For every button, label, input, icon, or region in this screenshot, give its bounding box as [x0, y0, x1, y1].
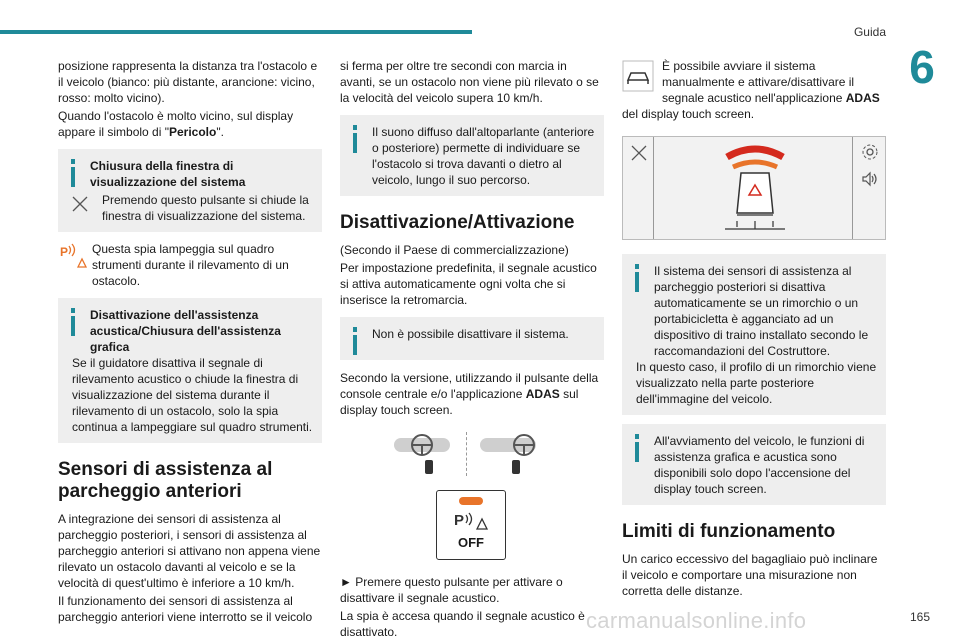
info-icon	[353, 327, 357, 347]
park-sensor-icon	[454, 509, 490, 531]
park-sensor-warning-icon	[58, 241, 88, 271]
info-icon	[635, 434, 639, 464]
info-box-deactivation	[58, 298, 322, 443]
info-icon	[71, 159, 75, 189]
info-icon	[635, 264, 639, 294]
info-box-trailer	[622, 254, 886, 415]
info-icon	[353, 125, 357, 155]
steering-wheel-lhd-icon	[392, 432, 452, 476]
paragraph: Il funzionamento dei sensori di assistenza al parcheggio anteriori viene interrotto se il veicolo	[58, 594, 313, 624]
settings-gear-icon[interactable]	[861, 143, 879, 161]
info-text: In questo caso, il profilo di un rimorchio viene visualizzato nella parte posteriore dell'immagine del veicolo.	[636, 360, 877, 406]
paragraph: si ferma per oltre tre secondi con marcia in avanti, se un ostacolo non viene più rilevato o se la velocità del veicolo supera 10 km/h.	[340, 59, 599, 105]
off-label: OFF	[458, 535, 484, 550]
column-2	[340, 58, 604, 640]
header-bar	[0, 30, 472, 34]
section-heading: Sensori di assistenza al parcheggio anteriori	[58, 459, 273, 502]
page-number: 165	[909, 610, 930, 624]
info-box-close-window	[58, 149, 322, 232]
close-cross-icon[interactable]	[631, 145, 647, 161]
svg-text:P: P	[454, 512, 465, 529]
close-cross-icon	[72, 196, 88, 212]
car-sensor-view-icon	[715, 139, 795, 237]
column-1	[58, 58, 322, 627]
console-illustration	[392, 432, 542, 482]
info-icon	[71, 308, 75, 338]
paragraph: Secondo la versione, utilizzando il pulsante della console centrale e/o l'applicazione ADAS sul display touch screen.	[340, 371, 599, 417]
info-text: Non è possibile disattivare il sistema.	[372, 327, 569, 341]
section-heading: Disattivazione/Attivazione	[340, 212, 575, 233]
paragraph: (Secondo il Paese di commercializzazione)	[340, 243, 569, 257]
indicator-light	[459, 497, 483, 505]
info-text: All'avviamento del veicolo, le funzioni di assistenza grafica e acustica sono disponibili solo dopo l'accensione del display touch screen.	[654, 434, 865, 496]
info-box-no-deactivate	[340, 317, 604, 360]
touch-screen-illustration	[622, 136, 886, 240]
info-text: Premendo questo pulsante si chiude la finestra di visualizzazione del sistema.	[102, 193, 309, 223]
paragraph: Un carico eccessivo del bagagliaio può inclinare il veicolo e comportare una misurazione non corretta delle distanze.	[622, 552, 878, 598]
paragraph: La spia è accesa quando il segnale acustico è disattivato.	[340, 609, 585, 639]
speaker-icon[interactable]	[861, 171, 879, 187]
paragraph: Quando l'ostacolo è molto vicino, sul display appare il simbolo di "Pericolo".	[58, 109, 294, 139]
car-adas-icon	[622, 60, 654, 92]
svg-text:P: P	[60, 245, 69, 259]
paragraph: posizione rappresenta la distanza tra l'ostacolo e il veicolo (bianco: più distante, arancione: vicino, rosso: molto vicino).	[58, 59, 318, 105]
divider-dashed	[466, 432, 467, 476]
screen-divider	[852, 137, 853, 239]
info-title: Chiusura della finestra di visualizzazione del sistema	[90, 159, 246, 189]
section-heading: Limiti di funzionamento	[622, 521, 836, 542]
info-box-speaker	[340, 115, 604, 196]
section-label: Guida	[853, 25, 886, 39]
info-text: Il suono diffuso dall'altoparlante (anteriore o posteriore) permette di individuare se l'ostacolo si trova davanti o dietro al veicolo, lungo il suo percorso.	[372, 125, 595, 187]
column-3	[622, 58, 886, 601]
park-sensor-off-button[interactable]	[436, 490, 506, 560]
paragraph: A integrazione dei sensori di assistenza al parcheggio posteriori, i sensori di assistenza al parcheggio anteriori si attivano non appena viene rilevato un ostacolo davanti al veicolo e se la velocità di quest'ultimo è inferiore a 10 km/h.	[58, 512, 321, 590]
info-text: Se il guidatore disattiva il segnale di rilevamento acustico o chiude la finestra di visualizzazione del sistema durante il rilevamento di un ostacolo, solo la spia continua a lampeggiare sul quadro strumenti.	[72, 356, 313, 434]
paragraph: Per impostazione predefinita, il segnale acustico si attiva automaticamente ogni volta che si inserisce la retromarcia.	[340, 261, 597, 307]
screen-divider	[653, 137, 654, 239]
paragraph: Questa spia lampeggia sul quadro strumenti durante il rilevamento di un ostacolo.	[92, 242, 289, 288]
paragraph: ► Premere questo pulsante per attivare o disattivare il segnale acustico.	[340, 575, 563, 605]
chapter-number: 6	[909, 41, 935, 93]
steering-wheel-rhd-icon	[478, 432, 538, 476]
info-box-startup	[622, 424, 886, 505]
watermark: carmanualsonline.info	[586, 608, 807, 633]
paragraph: È possibile avviare il sistema manualmente e attivare/disattivare il segnale acustico nell'applicazione ADAS del display touch screen.	[622, 59, 880, 121]
info-text: Il sistema dei sensori di assistenza al parcheggio posteriori si disattiva automaticamente se un rimorchio o un portabicicletta è agganciato ad un dispositivo di traino installato secondo le raccomandazioni del Costruttore.	[654, 264, 869, 358]
info-title: Disattivazione dell'assistenza acustica/Chiusura dell'assistenza grafica	[90, 308, 281, 354]
